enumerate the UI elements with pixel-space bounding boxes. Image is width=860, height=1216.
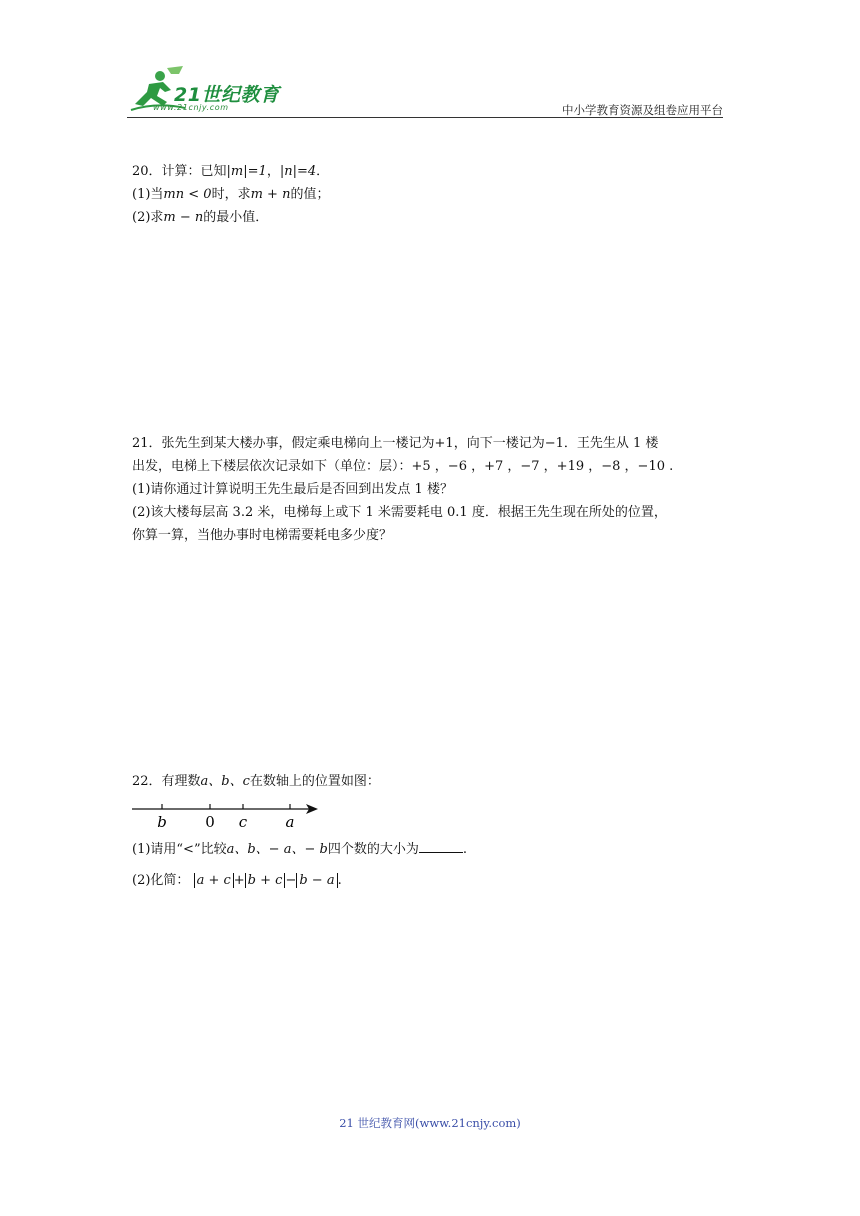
question-21-part-1: (1)请你通过计算说明王先生最后是否回到出发点 1 楼？ [132,482,453,497]
axis-label-c: c [238,813,248,831]
question-20-stem: 20．计算：已知|m|=1，|n|=4． [132,164,330,179]
axis-label-a: a [285,813,295,831]
question-20 [132,160,732,229]
answer-blank[interactable] [419,840,463,853]
axis-label-b: b [157,813,167,831]
question-22-parts [132,838,732,892]
number-line [130,797,330,833]
question-21-part-2: (2)该大楼每层高 3.2 米，电梯每上或下 1 米需要耗电 0.1 度．根据王先生现在所处的位置， [132,505,667,520]
question-21 [132,432,732,547]
question-21-stem-line-1: 21．张先生到某大楼办事，假定乘电梯向上一楼记为+1，向下一楼记为−1．王先生从 1 楼 [132,436,659,451]
logo-url: www.21cnjy.com [153,103,229,112]
logo-text: 21世纪教育 [174,84,280,106]
question-22-part-1: (1)请用“<”比较a、b、− a、− b四个数的大小为 . [132,842,467,857]
question-22-part-2: (2)化简： a + c + b + c − b − a . [132,873,342,888]
axis-label-0: 0 [205,813,215,831]
question-21-stem-line-2: 出发，电梯上下楼层依次记录如下（单位：层）：+5 ，−6 ，+7 ，−7 ，+19 ，−8 ，−10 . [132,459,674,474]
question-20-part-1: (1)当mn < 0时，求m + n的值； [132,187,330,202]
site-logo [127,62,302,116]
header-divider [127,117,723,118]
question-20-part-2: (2)求m − n的最小值． [132,210,269,225]
question-21-part-2-cont: 你算一算，当他办事时电梯需要耗电多少度？ [132,528,393,543]
question-22-stem: 22．有理数a、b、c在数轴上的位置如图： [132,774,380,789]
platform-label: 中小学教育资源及组卷应用平台 [562,103,723,117]
page-header [127,62,723,118]
page-footer: 21 世纪教育网(www.21cnjy.com) [339,1116,521,1130]
